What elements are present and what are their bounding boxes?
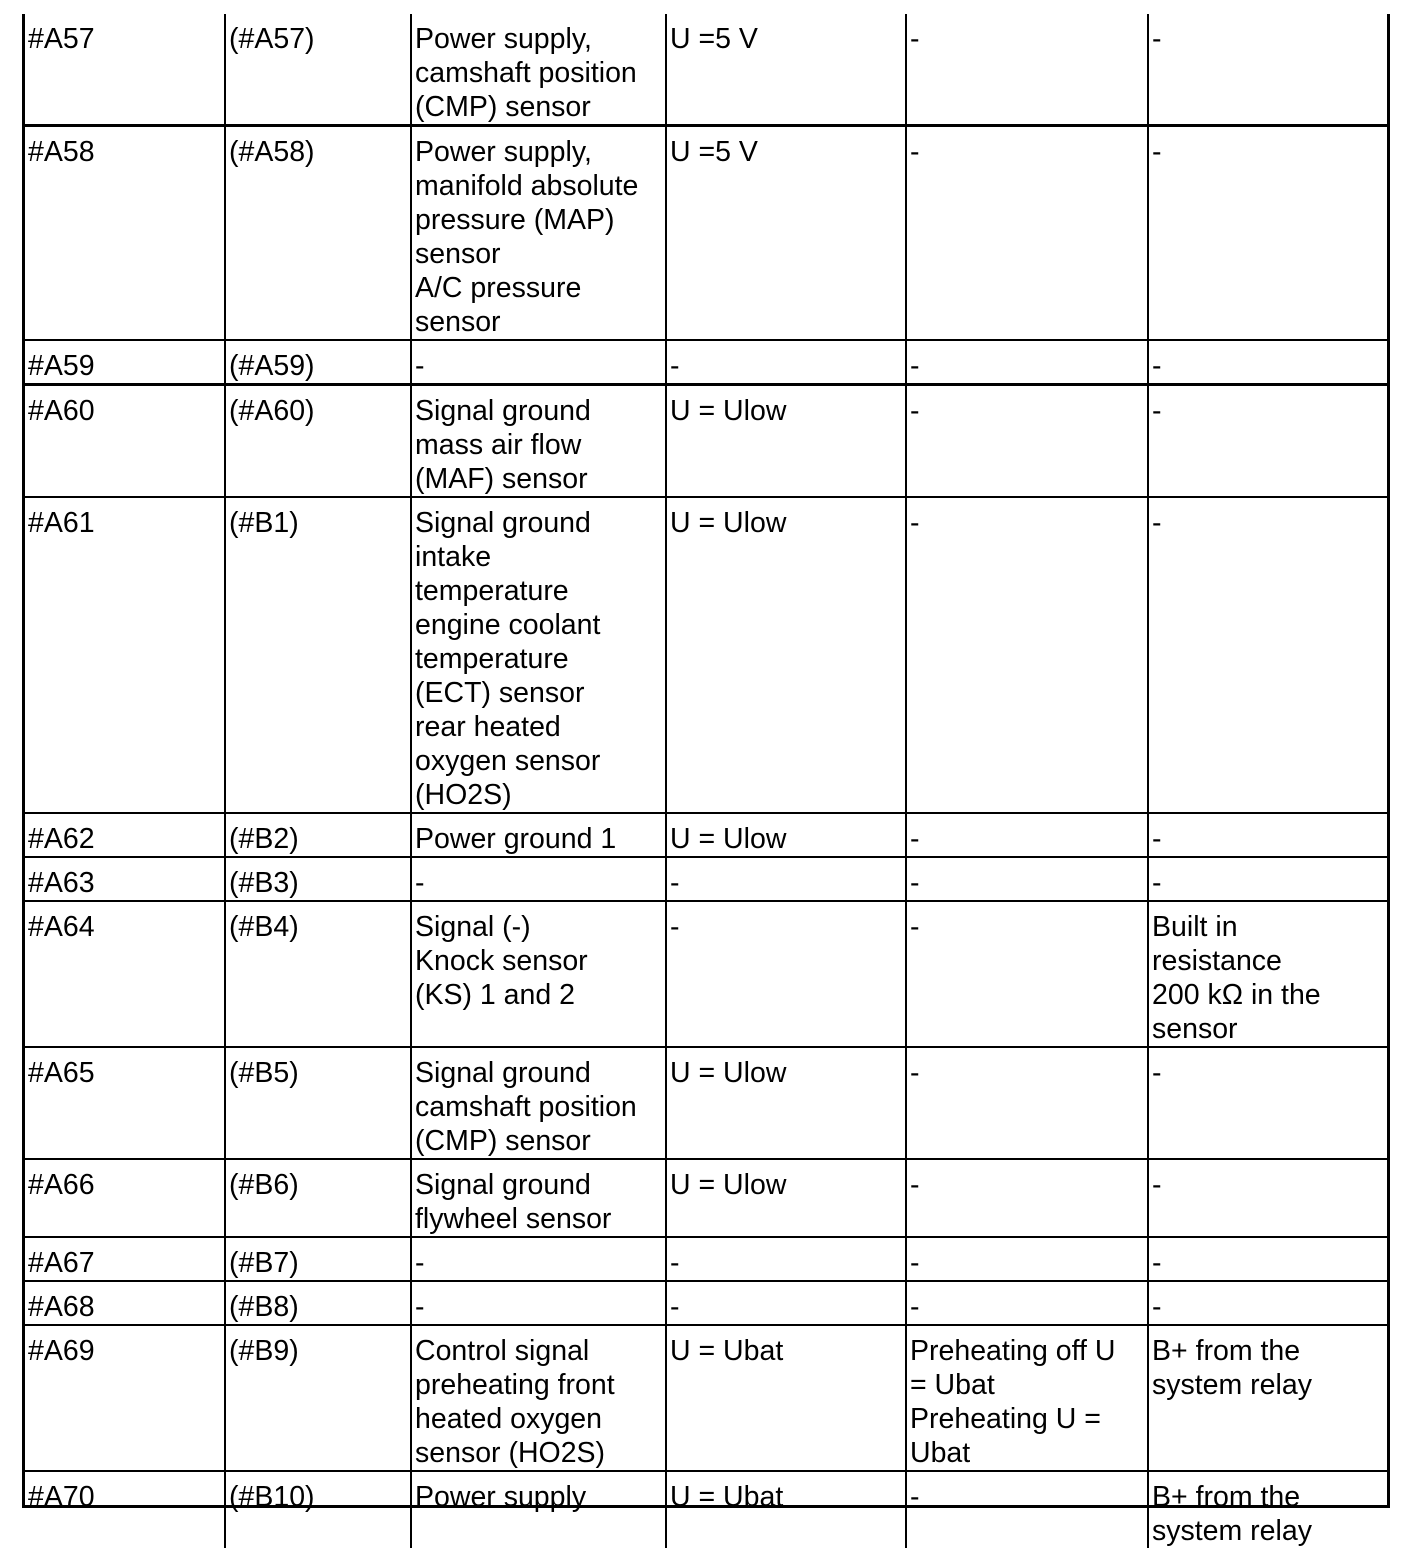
condition-cell: - <box>906 14 1148 126</box>
note-cell: - <box>1148 1047 1387 1159</box>
connector-pin-cell: (#B5) <box>225 1047 411 1159</box>
condition-cell: - <box>906 1471 1148 1548</box>
condition-cell: - <box>906 497 1148 813</box>
table-row <box>25 126 1387 341</box>
connector-pin-cell: (#A60) <box>225 385 411 498</box>
connector-pin-cell: (#B8) <box>225 1281 411 1325</box>
value-cell: - <box>666 1281 906 1325</box>
note-cell: - <box>1148 385 1387 498</box>
connector-pin-cell: (#A57) <box>225 14 411 126</box>
table-row <box>25 340 1387 385</box>
note-cell: - <box>1148 857 1387 901</box>
condition-cell: - <box>906 1281 1148 1325</box>
pin-cell: #A67 <box>25 1237 225 1281</box>
condition-cell: Preheating off U = Ubat Preheating U = Ubat <box>906 1325 1148 1471</box>
condition-cell: - <box>906 901 1148 1047</box>
pin-cell: #A58 <box>25 126 225 341</box>
note-cell: - <box>1148 497 1387 813</box>
condition-cell: - <box>906 385 1148 498</box>
pin-cell: #A70 <box>25 1471 225 1548</box>
note-cell: B+ from the system relay <box>1148 1471 1387 1548</box>
function-cell: Power supply, camshaft position (CMP) sensor <box>411 14 666 126</box>
condition-cell: - <box>906 1159 1148 1237</box>
pin-cell: #A63 <box>25 857 225 901</box>
pinout-table <box>25 14 1387 1548</box>
value-cell: - <box>666 340 906 385</box>
pin-cell: #A69 <box>25 1325 225 1471</box>
table-row <box>25 1325 1387 1471</box>
table-row <box>25 901 1387 1047</box>
table-row <box>25 1159 1387 1237</box>
function-cell: - <box>411 1281 666 1325</box>
note-cell: - <box>1148 340 1387 385</box>
table-row <box>25 1281 1387 1325</box>
pin-cell: #A65 <box>25 1047 225 1159</box>
table-row <box>25 813 1387 857</box>
pin-cell: #A66 <box>25 1159 225 1237</box>
value-cell: U = Ulow <box>666 1047 906 1159</box>
connector-pin-cell: (#B1) <box>225 497 411 813</box>
pin-cell: #A64 <box>25 901 225 1047</box>
note-cell: - <box>1148 126 1387 341</box>
connector-pin-cell: (#B3) <box>225 857 411 901</box>
note-cell: - <box>1148 1237 1387 1281</box>
value-cell: - <box>666 901 906 1047</box>
table-row <box>25 1471 1387 1548</box>
condition-cell: - <box>906 857 1148 901</box>
value-cell: U = Ulow <box>666 813 906 857</box>
condition-cell: - <box>906 813 1148 857</box>
table-row <box>25 497 1387 813</box>
function-cell: - <box>411 857 666 901</box>
value-cell: U =5 V <box>666 14 906 126</box>
value-cell: U = Ubat <box>666 1471 906 1548</box>
function-cell: Signal ground camshaft position (CMP) sensor <box>411 1047 666 1159</box>
pinout-table-page <box>22 14 1390 1547</box>
pin-cell: #A57 <box>28 23 95 55</box>
note-cell: - <box>1148 1159 1387 1237</box>
pin-cell: #A68 <box>25 1281 225 1325</box>
pin-cell: #A60 <box>25 385 225 498</box>
function-cell: Power supply <box>411 1471 666 1548</box>
note-cell: - <box>1148 14 1387 126</box>
pin-cell: #A61 <box>25 497 225 813</box>
table-row <box>25 1047 1387 1159</box>
connector-pin-cell: (#B10) <box>225 1471 411 1548</box>
value-cell: U = Ulow <box>666 385 906 498</box>
value-cell: U = Ubat <box>666 1325 906 1471</box>
note-cell: B+ from the system relay <box>1148 1325 1387 1471</box>
function-cell: Signal ground intake temperature engine coolant temperature (ECT) sensor rear heated oxygen sensor (HO2S) <box>411 497 666 813</box>
condition-cell: - <box>906 340 1148 385</box>
connector-pin-cell: (#B2) <box>225 813 411 857</box>
function-cell: Power ground 1 <box>411 813 666 857</box>
note-cell: Built in resistance 200 kΩ in the sensor <box>1148 901 1387 1047</box>
pin-cell: #A59 <box>25 340 225 385</box>
value-cell: U = Ulow <box>666 1159 906 1237</box>
condition-cell: - <box>906 1237 1148 1281</box>
connector-pin-cell: (#B9) <box>225 1325 411 1471</box>
note-cell: - <box>1148 1281 1387 1325</box>
table-row <box>25 14 1387 126</box>
value-cell: - <box>666 1237 906 1281</box>
table-row <box>25 1237 1387 1281</box>
function-cell: Signal (-) Knock sensor (KS) 1 and 2 <box>411 901 666 1047</box>
function-cell: Signal ground flywheel sensor <box>411 1159 666 1237</box>
value-cell: - <box>666 857 906 901</box>
table-row <box>25 385 1387 498</box>
connector-pin-cell: (#B6) <box>225 1159 411 1237</box>
function-cell: Control signal preheating front heated oxygen sensor (HO2S) <box>411 1325 666 1471</box>
condition-cell: - <box>906 1047 1148 1159</box>
function-cell: Power supply, manifold absolute pressure (MAP) sensor A/C pressure sensor <box>411 126 666 341</box>
table-row <box>25 857 1387 901</box>
connector-pin-cell: (#B7) <box>225 1237 411 1281</box>
connector-pin-cell: (#B4) <box>225 901 411 1047</box>
pin-cell: #A62 <box>25 813 225 857</box>
connector-pin-cell: (#A58) <box>225 126 411 341</box>
function-cell: - <box>411 340 666 385</box>
value-cell: U = Ulow <box>666 497 906 813</box>
note-cell: - <box>1148 813 1387 857</box>
condition-cell: - <box>906 126 1148 341</box>
connector-pin-cell: (#A59) <box>225 340 411 385</box>
value-cell: U =5 V <box>666 126 906 341</box>
function-cell: Signal ground mass air flow (MAF) sensor <box>411 385 666 498</box>
function-cell: - <box>411 1237 666 1281</box>
